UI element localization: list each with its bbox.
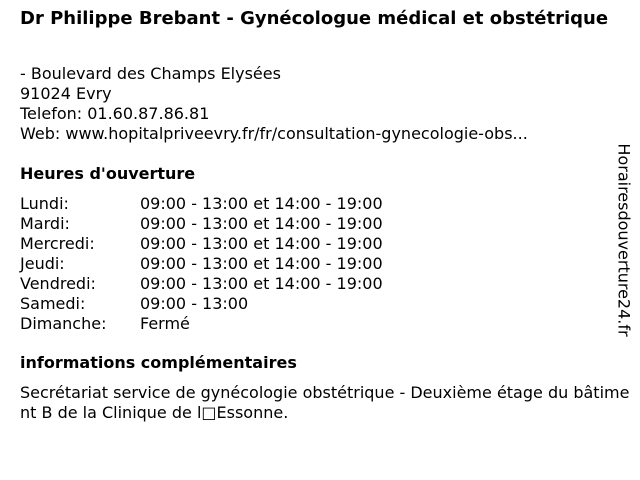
day-label: Lundi: xyxy=(20,194,69,213)
phone-number: Telefon: 01.60.87.86.81 xyxy=(20,104,210,123)
site-brand-vertical: Horairesdouverture24.fr xyxy=(614,143,634,337)
day-label: Dimanche: xyxy=(20,314,107,333)
time-value: 09:00 - 13:00 et 14:00 - 19:00 xyxy=(140,274,383,293)
info-heading: informations complémentaires xyxy=(20,353,297,372)
time-value: 09:00 - 13:00 et 14:00 - 19:00 xyxy=(140,254,383,273)
page-title: Dr Philippe Brebant - Gynécologue médical et obstétrique xyxy=(20,8,609,29)
info-description: Secrétariat service de gynécologie obstétrique - Deuxième étage du bâtiment B de la Clinique de l□Essonne. xyxy=(20,383,630,422)
city: 91024 Evry xyxy=(20,84,112,103)
time-value: 09:00 - 13:00 et 14:00 - 19:00 xyxy=(140,214,383,233)
day-label: Samedi: xyxy=(20,294,86,313)
address-block xyxy=(20,64,528,144)
day-label: Mardi: xyxy=(20,214,70,233)
hours-heading: Heures d'ouverture xyxy=(20,164,196,183)
day-label: Vendredi: xyxy=(20,274,96,293)
time-value: 09:00 - 13:00 et 14:00 - 19:00 xyxy=(140,234,383,253)
website-link[interactable]: Web: www.hopitalpriveevry.fr/fr/consultation-gynecologie-obs... xyxy=(20,124,528,143)
day-label: Jeudi: xyxy=(20,254,65,273)
time-value: Fermé xyxy=(140,314,190,333)
day-label: Mercredi: xyxy=(20,234,95,253)
street-address: - Boulevard des Champs Elysées xyxy=(20,64,281,83)
time-value: 09:00 - 13:00 et 14:00 - 19:00 xyxy=(140,194,383,213)
time-value: 09:00 - 13:00 xyxy=(140,294,249,313)
